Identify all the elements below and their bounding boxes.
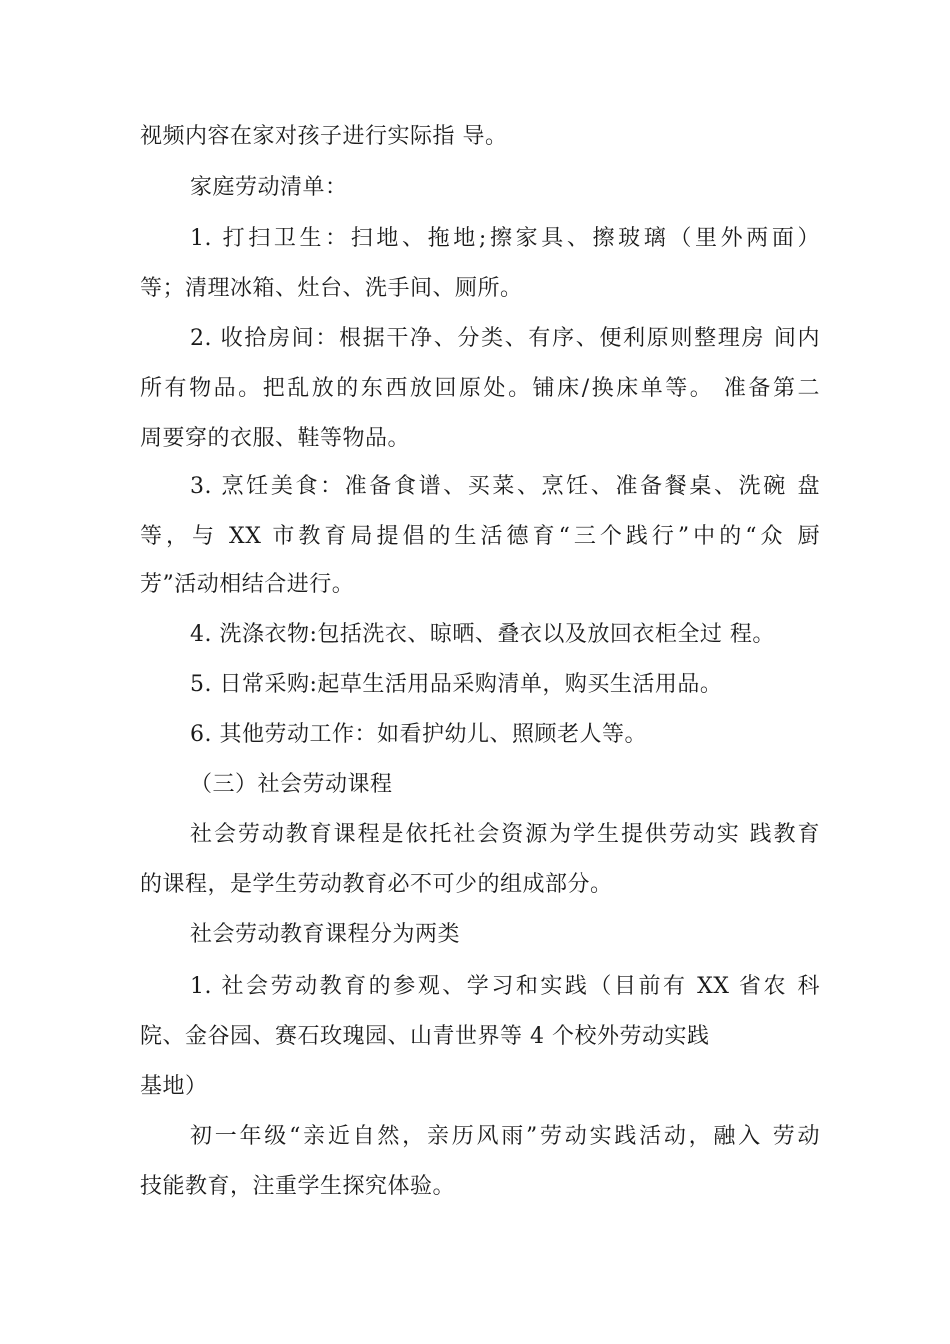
list-item-cooking-cont2: 芳”活动相结合进行。 — [140, 572, 355, 597]
paragraph-grade-one-activity-cont: 技能教育，注重学生探究体验。 — [140, 1174, 456, 1199]
text-line-continuation: 视频内容在家对孩子进行实际指 导。 — [140, 124, 508, 149]
list-item-tidy-room-cont1: 所有物品。把乱放的东西放回原处。铺床/换床单等。 准备第二 — [140, 376, 820, 401]
paragraph-household-list-title: 家庭劳动清单： — [190, 175, 348, 200]
paragraph-two-types: 社会劳动教育课程分为两类 — [190, 922, 461, 947]
list-item-visit-practice-cont1: 院、金谷园、赛石玫瑰园、山青世界等 4 个校外劳动实践 — [140, 1024, 710, 1049]
list-item-tidy-room: 2. 收拾房间：根据干净、分类、有序、便利原则整理房 间内 — [190, 326, 820, 351]
list-item-cooking-cont1: 等，与 XX 市教育局提倡的生活德育“三个践行”中的“众 厨 — [140, 524, 820, 549]
list-item-visit-practice-cont2: 基地） — [140, 1074, 208, 1099]
list-item-laundry: 4. 洗涤衣物:包括洗衣、晾晒、叠衣以及放回衣柜全过 程。 — [190, 622, 775, 647]
list-item-tidy-room-cont2: 周要穿的衣服、鞋等物品。 — [140, 426, 411, 451]
paragraph-social-course-cont: 的课程，是学生劳动教育必不可少的组成部分。 — [140, 872, 613, 897]
paragraph-social-course: 社会劳动教育课程是依托社会资源为学生提供劳动实 践教育 — [190, 822, 820, 847]
list-item-cleaning: 1. 打扫卫生：扫地、拖地;擦家具、擦玻璃（里外两面） — [190, 226, 820, 251]
list-item-cleaning-cont: 等；清理冰箱、灶台、洗手间、厕所。 — [140, 276, 523, 301]
list-item-shopping: 5. 日常采购:起草生活用品采购清单，购买生活用品。 — [190, 672, 723, 697]
list-item-cooking: 3. 烹饪美食：准备食谱、买菜、烹饪、准备餐桌、洗碗 盘 — [190, 474, 820, 499]
paragraph-grade-one-activity: 初一年级“亲近自然，亲历风雨”劳动实践活动，融入 劳动 — [190, 1124, 820, 1149]
list-item-other: 6. 其他劳动工作：如看护幼儿、照顾老人等。 — [190, 722, 647, 747]
section-heading-social-labor: （三）社会劳动课程 — [190, 772, 393, 797]
list-item-visit-practice: 1. 社会劳动教育的参观、学习和实践（目前有 XX 省农 科 — [190, 974, 820, 999]
